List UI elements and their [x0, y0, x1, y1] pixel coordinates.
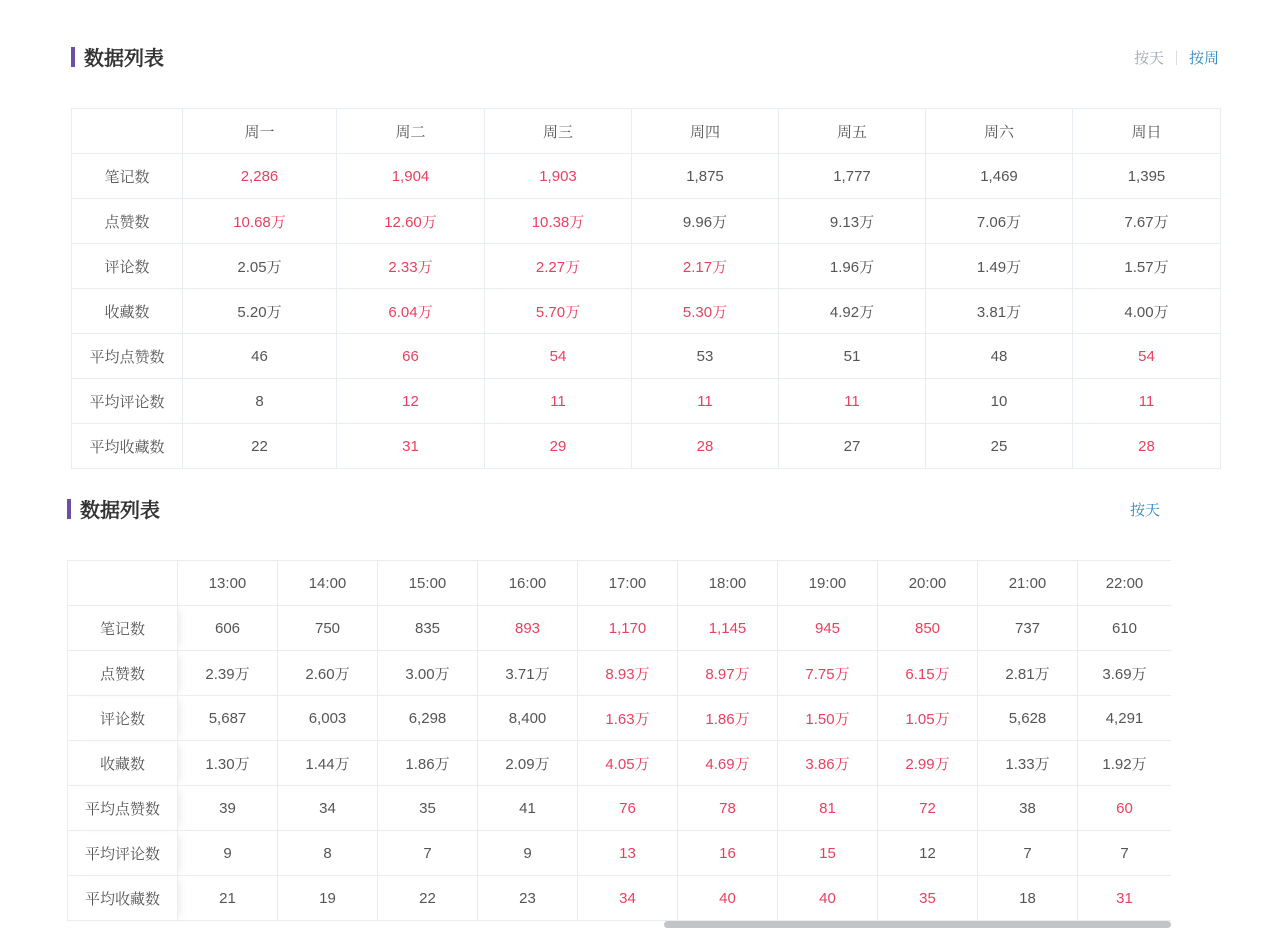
table-cell: 1,395	[1073, 154, 1221, 199]
table-cell: 19	[278, 876, 378, 921]
table-cell: 1.86万	[678, 696, 778, 741]
table-cell: 6,003	[278, 696, 378, 741]
table-cell: 21	[178, 876, 278, 921]
section2-title-text: 数据列表	[80, 500, 160, 522]
table-cell: 72	[878, 786, 978, 831]
table-corner-cell	[68, 561, 178, 606]
table-cell: 25	[926, 424, 1073, 469]
table-cell: 34	[278, 786, 378, 831]
table-cell: 1.63万	[578, 696, 678, 741]
table-cell: 1.30万	[178, 741, 278, 786]
table-cell: 11	[1073, 379, 1221, 424]
table-cell: 35	[378, 786, 478, 831]
table-cell: 28	[1073, 424, 1221, 469]
horizontal-scrollbar[interactable]	[67, 921, 1171, 928]
table-header-row	[72, 109, 1221, 154]
column-header: 14:00	[278, 561, 378, 606]
table-cell: 1,469	[926, 154, 1073, 199]
table-cell: 11	[485, 379, 632, 424]
table-cell: 23	[478, 876, 578, 921]
table-cell: 7	[378, 831, 478, 876]
table-cell: 8,400	[478, 696, 578, 741]
table-cell: 3.81万	[926, 289, 1073, 334]
table-cell: 2.33万	[337, 244, 485, 289]
table-cell: 10.38万	[485, 199, 632, 244]
row-label: 收藏数	[72, 289, 183, 334]
table-cell: 8	[183, 379, 337, 424]
table-cell: 2.39万	[178, 651, 278, 696]
table-cell: 2.05万	[183, 244, 337, 289]
table-cell: 46	[183, 334, 337, 379]
hourly-table-scroll-area[interactable]	[67, 560, 1171, 930]
table-cell: 945	[778, 606, 878, 651]
table-row	[68, 831, 1172, 876]
table-cell: 22	[378, 876, 478, 921]
table-cell: 53	[632, 334, 779, 379]
table-row	[68, 606, 1172, 651]
table-row	[68, 786, 1172, 831]
table-cell: 28	[632, 424, 779, 469]
column-header: 21:00	[978, 561, 1078, 606]
toggle-by-day[interactable]: 按天	[1134, 50, 1165, 67]
table-cell: 76	[578, 786, 678, 831]
table-cell: 22	[183, 424, 337, 469]
section1-title-text: 数据列表	[84, 48, 164, 70]
table-cell: 1,904	[337, 154, 485, 199]
title-accent-bar	[71, 47, 75, 67]
table-cell: 9.13万	[779, 199, 926, 244]
table-cell: 893	[478, 606, 578, 651]
table-cell: 40	[678, 876, 778, 921]
table-cell: 6.04万	[337, 289, 485, 334]
column-header: 20:00	[878, 561, 978, 606]
table-cell: 16	[678, 831, 778, 876]
table-cell: 27	[779, 424, 926, 469]
row-label: 笔记数	[68, 606, 178, 651]
table-cell: 8.93万	[578, 651, 678, 696]
table-cell: 2.17万	[632, 244, 779, 289]
table-row	[68, 651, 1172, 696]
toggle-by-day[interactable]: 按天	[1130, 502, 1161, 519]
table-cell: 4.05万	[578, 741, 678, 786]
table-cell: 4.92万	[779, 289, 926, 334]
table-cell: 1,903	[485, 154, 632, 199]
table-cell: 2.27万	[485, 244, 632, 289]
weekly-data-table	[71, 108, 1221, 469]
column-header: 17:00	[578, 561, 678, 606]
table-cell: 12.60万	[337, 199, 485, 244]
column-header: 周二	[337, 109, 485, 154]
table-cell: 2.81万	[978, 651, 1078, 696]
row-label: 平均点赞数	[68, 786, 178, 831]
table-cell: 38	[978, 786, 1078, 831]
table-cell: 1.44万	[278, 741, 378, 786]
table-cell: 1.33万	[978, 741, 1078, 786]
row-label: 收藏数	[68, 741, 178, 786]
table-cell: 9	[478, 831, 578, 876]
row-label: 平均点赞数	[72, 334, 183, 379]
table-cell: 8	[278, 831, 378, 876]
toggle-by-week[interactable]: 按周	[1189, 50, 1220, 67]
column-header: 22:00	[1078, 561, 1172, 606]
table-cell: 750	[278, 606, 378, 651]
table-cell: 1.50万	[778, 696, 878, 741]
table-cell: 5,628	[978, 696, 1078, 741]
table-cell: 5.70万	[485, 289, 632, 334]
table-cell: 11	[779, 379, 926, 424]
column-header: 周一	[183, 109, 337, 154]
row-label: 点赞数	[68, 651, 178, 696]
row-label: 平均评论数	[68, 831, 178, 876]
table-cell: 10.68万	[183, 199, 337, 244]
row-label: 平均收藏数	[72, 424, 183, 469]
column-header: 13:00	[178, 561, 278, 606]
table-cell: 3.71万	[478, 651, 578, 696]
table-cell: 7.75万	[778, 651, 878, 696]
table-cell: 66	[337, 334, 485, 379]
table-cell: 3.00万	[378, 651, 478, 696]
table-cell: 2.60万	[278, 651, 378, 696]
table-cell: 54	[1073, 334, 1221, 379]
table-cell: 34	[578, 876, 678, 921]
table-row	[68, 696, 1172, 741]
table-row	[72, 199, 1221, 244]
table-cell: 1,170	[578, 606, 678, 651]
table-cell: 606	[178, 606, 278, 651]
table-cell: 15	[778, 831, 878, 876]
table-cell: 51	[779, 334, 926, 379]
table-cell: 35	[878, 876, 978, 921]
table-row	[72, 289, 1221, 334]
table-cell: 5,687	[178, 696, 278, 741]
table-cell: 6,298	[378, 696, 478, 741]
table-cell: 31	[337, 424, 485, 469]
table-cell: 5.30万	[632, 289, 779, 334]
table-cell: 10	[926, 379, 1073, 424]
table-cell: 1.96万	[779, 244, 926, 289]
table-cell: 8.97万	[678, 651, 778, 696]
table-cell: 41	[478, 786, 578, 831]
table-cell: 835	[378, 606, 478, 651]
table-row	[72, 424, 1221, 469]
table-cell: 1.86万	[378, 741, 478, 786]
row-label: 评论数	[72, 244, 183, 289]
table-row	[68, 876, 1172, 921]
table-cell: 81	[778, 786, 878, 831]
column-header: 15:00	[378, 561, 478, 606]
table-cell: 4.00万	[1073, 289, 1221, 334]
table-row	[68, 741, 1172, 786]
table-cell: 78	[678, 786, 778, 831]
column-header: 周五	[779, 109, 926, 154]
table-corner-cell	[72, 109, 183, 154]
column-header: 周日	[1073, 109, 1221, 154]
table-cell: 9.96万	[632, 199, 779, 244]
table-cell: 1,777	[779, 154, 926, 199]
table-cell: 11	[632, 379, 779, 424]
toggle-divider	[1176, 51, 1177, 65]
table-cell: 737	[978, 606, 1078, 651]
table-cell: 2,286	[183, 154, 337, 199]
table-cell: 1.49万	[926, 244, 1073, 289]
table-cell: 6.15万	[878, 651, 978, 696]
title-accent-bar	[67, 499, 71, 519]
hourly-data-table	[67, 560, 1171, 921]
column-header: 周三	[485, 109, 632, 154]
table-cell: 12	[337, 379, 485, 424]
table-cell: 1,875	[632, 154, 779, 199]
table-cell: 31	[1078, 876, 1172, 921]
table-cell: 54	[485, 334, 632, 379]
table-cell: 2.99万	[878, 741, 978, 786]
column-header: 19:00	[778, 561, 878, 606]
table-cell: 4.69万	[678, 741, 778, 786]
column-header: 周四	[632, 109, 779, 154]
table-cell: 1.57万	[1073, 244, 1221, 289]
table-cell: 40	[778, 876, 878, 921]
table-cell: 29	[485, 424, 632, 469]
table-cell: 3.86万	[778, 741, 878, 786]
column-header: 16:00	[478, 561, 578, 606]
section1-period-toggle	[1134, 47, 1219, 68]
table-row	[72, 154, 1221, 199]
table-cell: 7	[978, 831, 1078, 876]
column-header: 周六	[926, 109, 1073, 154]
table-header-row	[68, 561, 1172, 606]
table-cell: 9	[178, 831, 278, 876]
row-label: 点赞数	[72, 199, 183, 244]
table-cell: 610	[1078, 606, 1172, 651]
table-cell: 12	[878, 831, 978, 876]
table-cell: 5.20万	[183, 289, 337, 334]
table-cell: 7	[1078, 831, 1172, 876]
table-cell: 850	[878, 606, 978, 651]
table-row	[72, 379, 1221, 424]
section2-period-toggle	[1130, 499, 1160, 520]
table-cell: 3.69万	[1078, 651, 1172, 696]
section1-title	[71, 42, 164, 71]
table-cell: 48	[926, 334, 1073, 379]
table-cell: 1,145	[678, 606, 778, 651]
table-cell: 18	[978, 876, 1078, 921]
table-cell: 39	[178, 786, 278, 831]
table-cell: 4,291	[1078, 696, 1172, 741]
row-label: 评论数	[68, 696, 178, 741]
scrollbar-thumb[interactable]	[664, 921, 1171, 928]
table-cell: 1.92万	[1078, 741, 1172, 786]
section2-title	[67, 494, 160, 523]
row-label: 平均收藏数	[68, 876, 178, 921]
table-cell: 1.05万	[878, 696, 978, 741]
column-header: 18:00	[678, 561, 778, 606]
row-label: 平均评论数	[72, 379, 183, 424]
table-cell: 60	[1078, 786, 1172, 831]
table-row	[72, 334, 1221, 379]
table-row	[72, 244, 1221, 289]
table-cell: 2.09万	[478, 741, 578, 786]
table-cell: 13	[578, 831, 678, 876]
row-label: 笔记数	[72, 154, 183, 199]
table-cell: 7.06万	[926, 199, 1073, 244]
table-cell: 7.67万	[1073, 199, 1221, 244]
